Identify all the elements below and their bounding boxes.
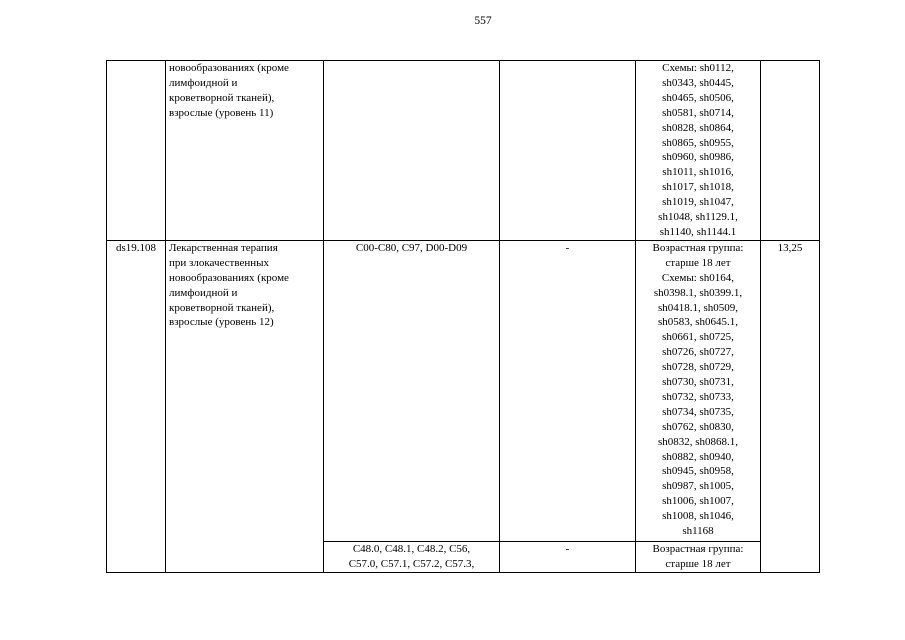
- coefficient-cell: 13,25: [761, 240, 820, 572]
- code-cell: ds19.108: [107, 240, 166, 572]
- procedure-cell: -: [500, 541, 636, 572]
- criteria-cell: Возрастная группа: старше 18 лет: [636, 541, 761, 572]
- criteria-cell: Возрастная группа: старше 18 лет Схемы: sh0164, sh0398.1, sh0399.1, sh0418.1, sh0509, sh0583, sh0645.1, sh0661, sh0725, sh0726, sh0727, sh0728, sh0729, sh0730, sh0731, sh0732, sh0733, sh0734, sh0735, sh0762, sh0830, sh0832, sh0868.1, sh0882, sh0940, sh0945, sh0958, sh0987, sh1005, sh1006, sh1007, sh1008, sh1046, sh1168: [636, 240, 761, 541]
- criteria-cell: Схемы: sh0112, sh0343, sh0445, sh0465, sh0506, sh0581, sh0714, sh0828, sh0864, sh0865, sh0955, sh0960, sh0986, sh1011, sh1016, sh1017, sh1018, sh1019, sh1047, sh1048, sh1129.1, sh1140, sh1144.1: [636, 61, 761, 241]
- procedure-cell: -: [500, 240, 636, 541]
- table-row: [107, 240, 820, 541]
- diagnosis-cell: C48.0, C48.1, C48.2, C56, C57.0, C57.1, C57.2, C57.3,: [324, 541, 500, 572]
- coefficient-cell: [761, 61, 820, 241]
- table-row: [107, 61, 820, 241]
- diagnosis-cell: C00-C80, C97, D00-D09: [324, 240, 500, 541]
- tariff-table: [106, 60, 820, 573]
- page-number: 557: [474, 15, 492, 27]
- procedure-cell: [500, 61, 636, 241]
- name-cell: новообразованиях (кроме лимфоидной и кроветворной тканей), взрослые (уровень 11): [166, 61, 324, 241]
- diagnosis-cell: [324, 61, 500, 241]
- code-cell: [107, 61, 166, 241]
- name-cell: Лекарственная терапия при злокачественных новообразованиях (кроме лимфоидной и кроветворной тканей), взрослые (уровень 12): [166, 240, 324, 572]
